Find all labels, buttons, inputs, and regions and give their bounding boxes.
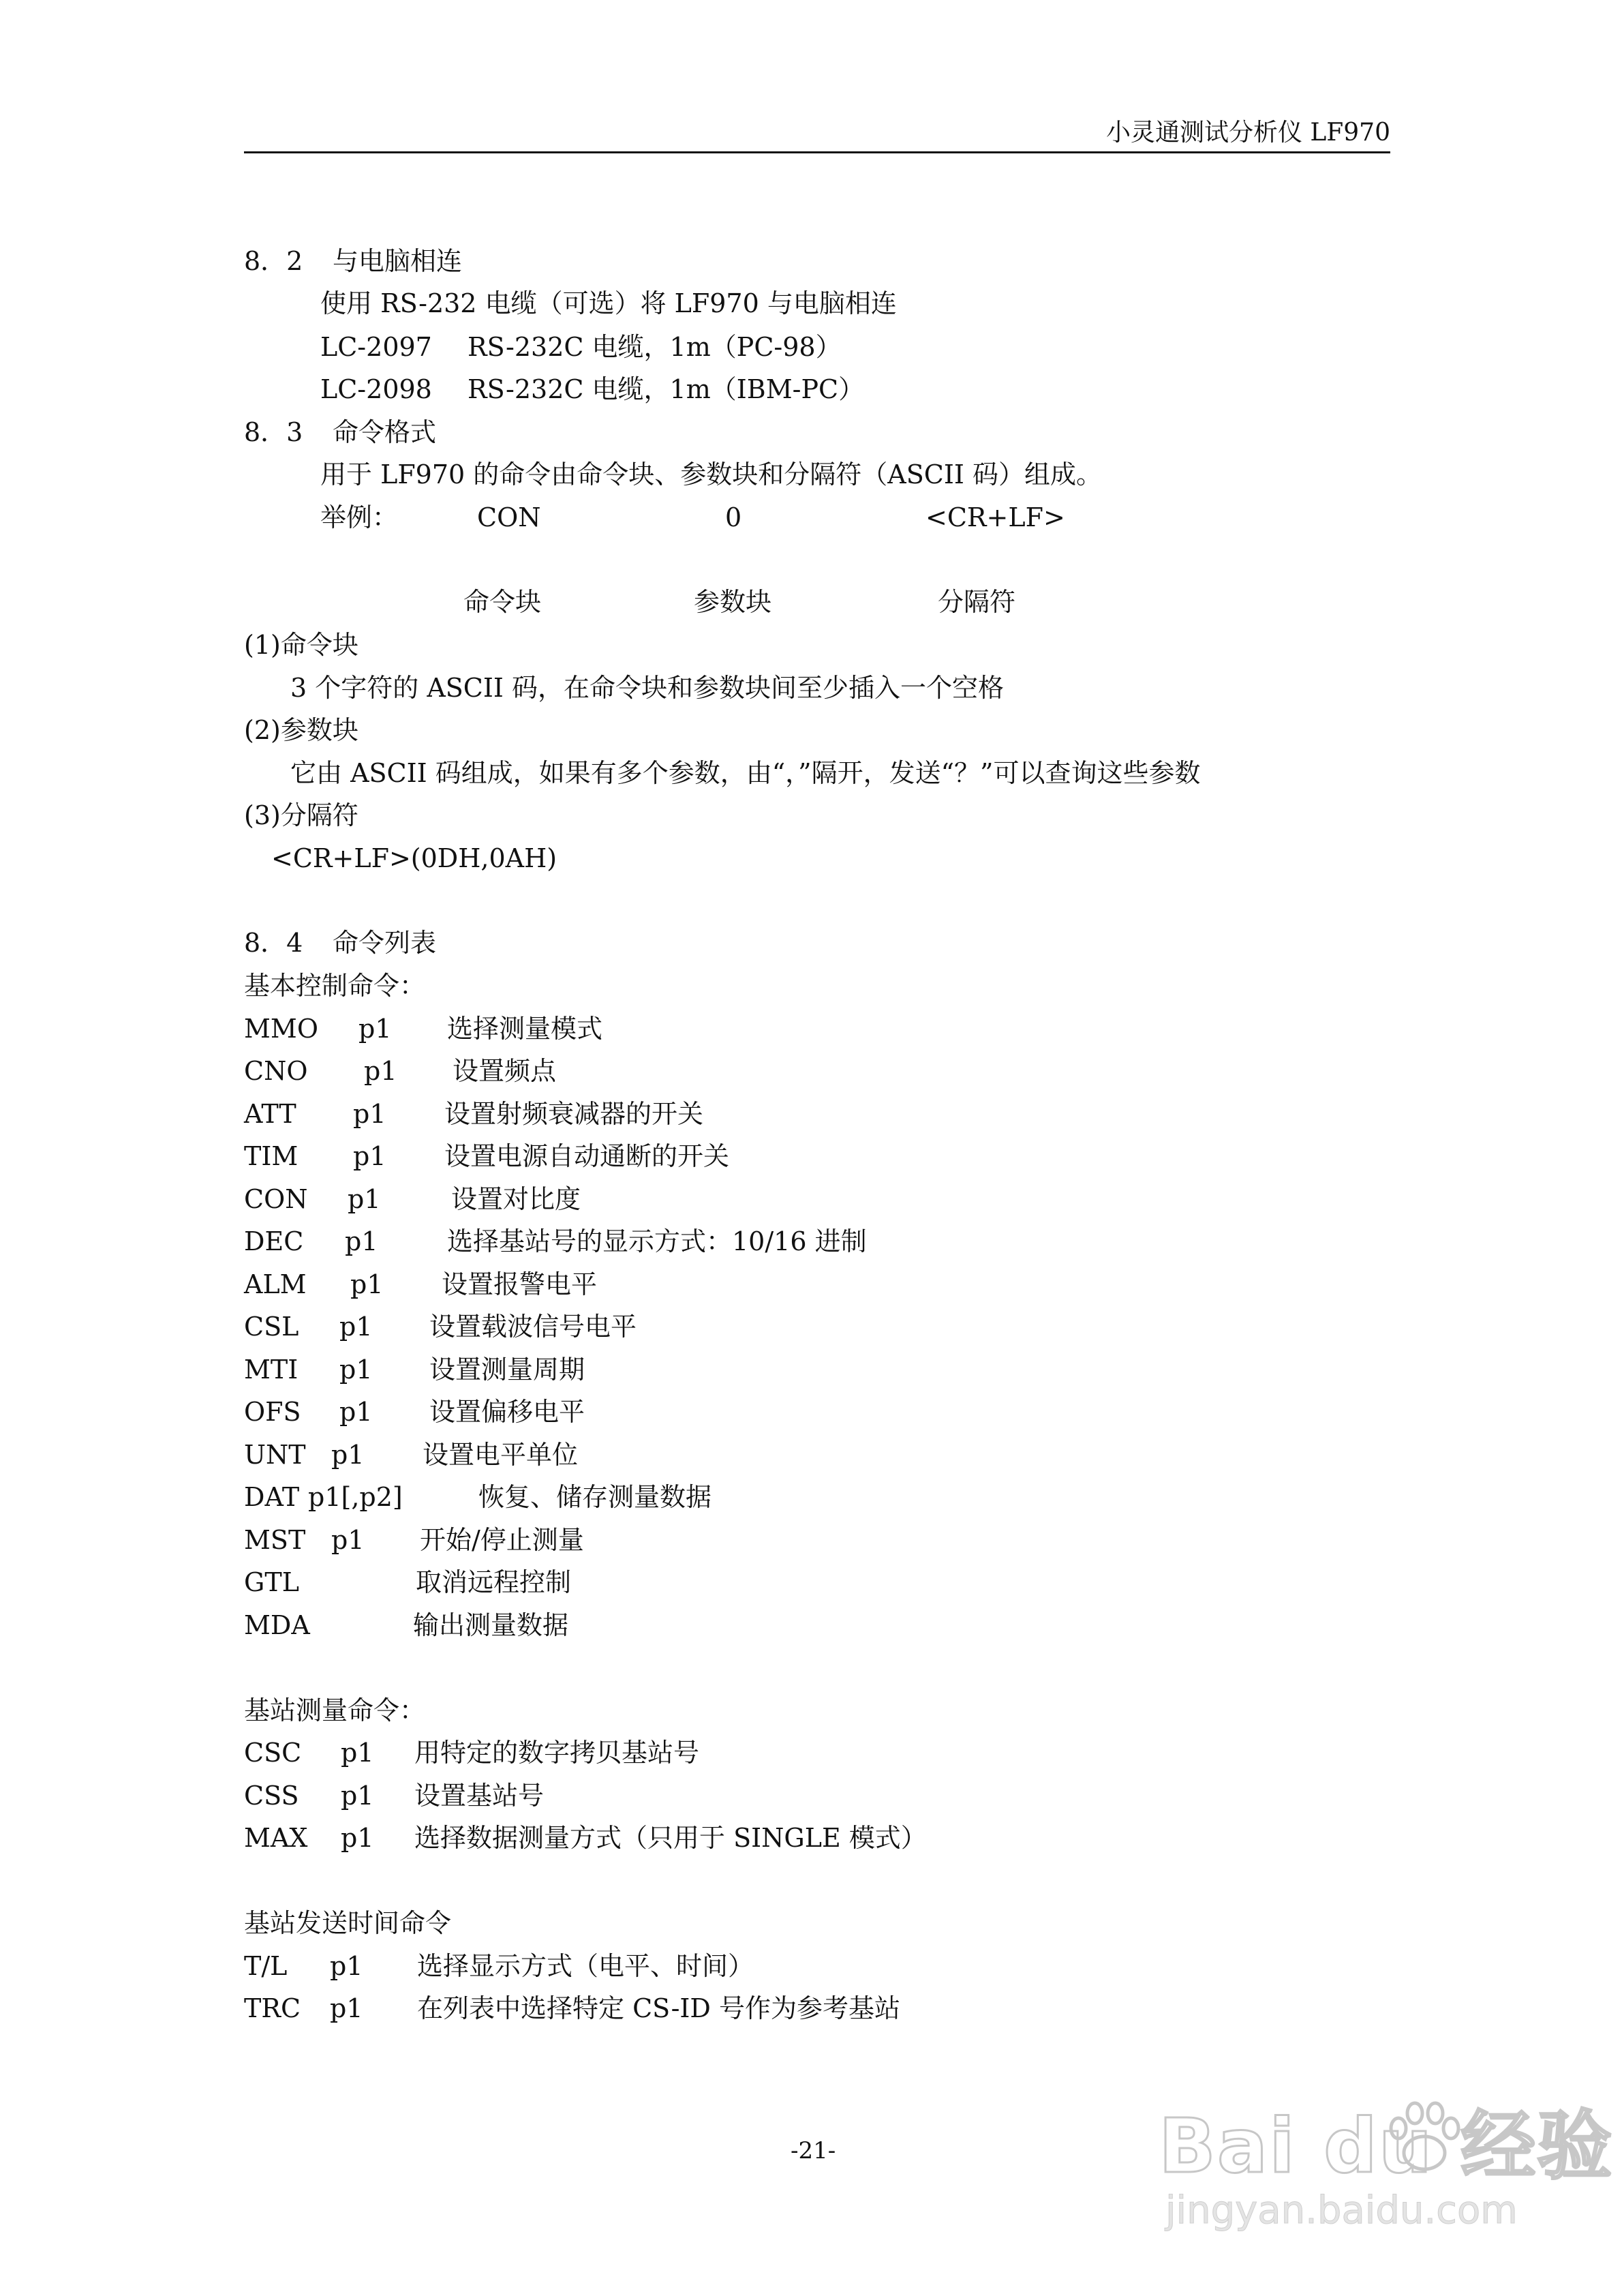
block-label-parameter: 参数块	[694, 587, 772, 617]
command-param: p1	[350, 1269, 384, 1299]
command-code: T/L	[244, 1951, 288, 1981]
command-desc: 开始/停止测量	[420, 1525, 584, 1555]
command-code: OFS	[244, 1397, 301, 1427]
example-separator: <CR+LF>	[925, 502, 1065, 532]
command-desc: 设置基站号	[414, 1781, 545, 1811]
command-param: p1	[353, 1099, 386, 1129]
command-row	[244, 1098, 704, 1130]
section-8-4-heading	[244, 927, 436, 958]
command-desc: 设置测量周期	[429, 1355, 585, 1385]
time-commands-title: 基站发送时间命令	[244, 1908, 452, 1938]
cable-row	[320, 374, 865, 405]
format-item-title: (1)命令块	[244, 630, 358, 660]
command-desc: 选择测量模式	[447, 1014, 603, 1044]
format-intro: 用于 LF970 的命令由命令块、参数块和分隔符（ASCII 码）组成。	[320, 459, 1102, 489]
command-row	[244, 1524, 584, 1556]
command-param: p1	[339, 1397, 373, 1427]
format-item-text: 它由 ASCII 码组成，如果有多个参数，由“，”隔开，发送“？”可以查询这些参数	[290, 758, 1201, 788]
section-number: 8．2	[244, 246, 303, 276]
command-desc: 在列表中选择特定 CS-ID 号作为参考基站	[417, 1993, 900, 2023]
command-desc: 选择显示方式（电平、时间）	[417, 1951, 754, 1981]
station-commands-title: 基站测量命令：	[244, 1695, 426, 1725]
paw-icon	[1383, 2100, 1465, 2175]
command-row	[244, 1311, 637, 1342]
example-command: CON	[477, 502, 541, 532]
header-rule	[244, 151, 1390, 153]
basic-commands-title: 基本控制命令：	[244, 971, 426, 1001]
command-param: p1	[341, 1781, 374, 1811]
command-desc: 设置电源自动通断的开关	[444, 1141, 730, 1171]
command-desc: 用特定的数字拷贝基站号	[414, 1738, 700, 1768]
command-param: p1	[364, 1056, 397, 1086]
command-row	[244, 1481, 712, 1513]
command-code: MST	[244, 1525, 306, 1555]
section-title: 与电脑相连	[333, 246, 463, 276]
command-row	[244, 1183, 581, 1215]
command-code: TRC	[244, 1993, 301, 2023]
format-item-title: (2)参数块	[244, 715, 358, 745]
command-code: MDA	[244, 1610, 310, 1640]
command-param: p1	[330, 1951, 363, 1981]
command-param: p1	[341, 1823, 374, 1853]
command-desc: 设置对比度	[451, 1184, 581, 1214]
command-code: GTL	[244, 1567, 299, 1597]
command-desc: 设置频点	[453, 1056, 557, 1086]
watermark-url: jingyan.baidu.com	[1165, 2188, 1518, 2233]
command-code: CNO	[244, 1056, 308, 1086]
command-row	[244, 1993, 900, 2024]
command-code: CSC	[244, 1738, 302, 1768]
command-desc: 设置载波信号电平	[429, 1312, 637, 1342]
cable-desc: RS-232C 电缆，1m（PC-98）	[468, 332, 842, 362]
command-code: CSL	[244, 1312, 299, 1342]
section-8-2-heading	[244, 245, 462, 277]
command-code: TIM	[244, 1141, 299, 1171]
example-label: 举例：	[320, 502, 399, 532]
command-row	[244, 1226, 867, 1257]
page-number: -21-	[791, 2137, 836, 2164]
connect-intro: 使用 RS-232 电缆（可选）将 LF970 与电脑相连	[320, 288, 897, 318]
command-row	[244, 1055, 557, 1087]
command-row	[244, 1439, 579, 1470]
format-item-text: <CR+LF>(0DH,0AH)	[271, 843, 557, 873]
command-row	[244, 1780, 545, 1811]
command-row	[244, 1396, 585, 1428]
command-row	[244, 1567, 572, 1598]
block-label-command: 命令块	[463, 587, 542, 617]
command-code: UNT	[244, 1440, 306, 1470]
command-code: MMO	[244, 1014, 318, 1044]
command-row	[244, 1610, 569, 1641]
command-param: p1	[345, 1226, 378, 1256]
command-row	[244, 1950, 754, 1982]
command-param: p1	[339, 1312, 373, 1342]
command-desc: 恢复、储存测量数据	[478, 1482, 712, 1512]
watermark	[1159, 2086, 1614, 2243]
command-code: CSS	[244, 1781, 299, 1811]
header-title: 小灵通测试分析仪 LF970	[1105, 119, 1390, 147]
command-row	[244, 1354, 585, 1385]
command-param: p1[,p2]	[308, 1482, 403, 1512]
command-desc: 设置报警电平	[442, 1269, 598, 1299]
command-row	[244, 1141, 730, 1172]
command-desc: 设置射频衰减器的开关	[444, 1099, 704, 1129]
command-param: p1	[341, 1738, 374, 1768]
command-row	[244, 1013, 603, 1044]
section-title: 命令格式	[333, 417, 437, 447]
section-title: 命令列表	[333, 928, 437, 958]
command-param: p1	[339, 1355, 373, 1385]
command-code: DEC	[244, 1226, 304, 1256]
section-number: 8．4	[244, 928, 303, 958]
format-item-title: (3)分隔符	[244, 800, 358, 830]
cable-desc: RS-232C 电缆，1m（IBM-PC）	[468, 374, 865, 404]
command-param: p1	[348, 1184, 381, 1214]
cable-code: LC-2098	[320, 374, 432, 404]
cable-code: LC-2097	[320, 332, 432, 362]
command-row	[244, 1737, 700, 1768]
command-param: p1	[353, 1141, 386, 1171]
command-code: ALM	[244, 1269, 307, 1299]
command-desc: 取消远程控制	[416, 1567, 572, 1597]
command-param: p1	[330, 1993, 363, 2023]
command-code: CON	[244, 1184, 308, 1214]
command-code: MTI	[244, 1355, 299, 1385]
section-number: 8．3	[244, 417, 303, 447]
block-labels	[320, 586, 1138, 618]
section-8-3-heading	[244, 417, 436, 448]
cable-row	[320, 331, 842, 363]
command-code: MAX	[244, 1823, 308, 1853]
command-desc: 设置偏移电平	[429, 1397, 585, 1427]
watermark-logo: Bai du 经验	[1159, 2102, 1614, 2190]
command-desc: 选择基站号的显示方式：10/16 进制	[447, 1226, 867, 1256]
command-row	[244, 1269, 598, 1300]
command-desc: 输出测量数据	[413, 1610, 569, 1640]
command-desc: 设置电平单位	[423, 1440, 579, 1470]
command-param: p1	[331, 1525, 365, 1555]
command-param: p1	[358, 1014, 392, 1044]
command-param: p1	[331, 1440, 365, 1470]
example-parameter: 0	[725, 502, 742, 532]
format-item-text: 3 个字符的 ASCII 码，在命令块和参数块间至少插入一个空格	[290, 673, 1004, 703]
format-example	[320, 502, 1138, 533]
command-desc: 选择数据测量方式（只用于 SINGLE 模式）	[414, 1823, 927, 1853]
command-code: DAT	[244, 1482, 300, 1512]
block-label-separator: 分隔符	[938, 587, 1016, 617]
command-code: ATT	[244, 1099, 296, 1129]
command-row	[244, 1822, 927, 1854]
